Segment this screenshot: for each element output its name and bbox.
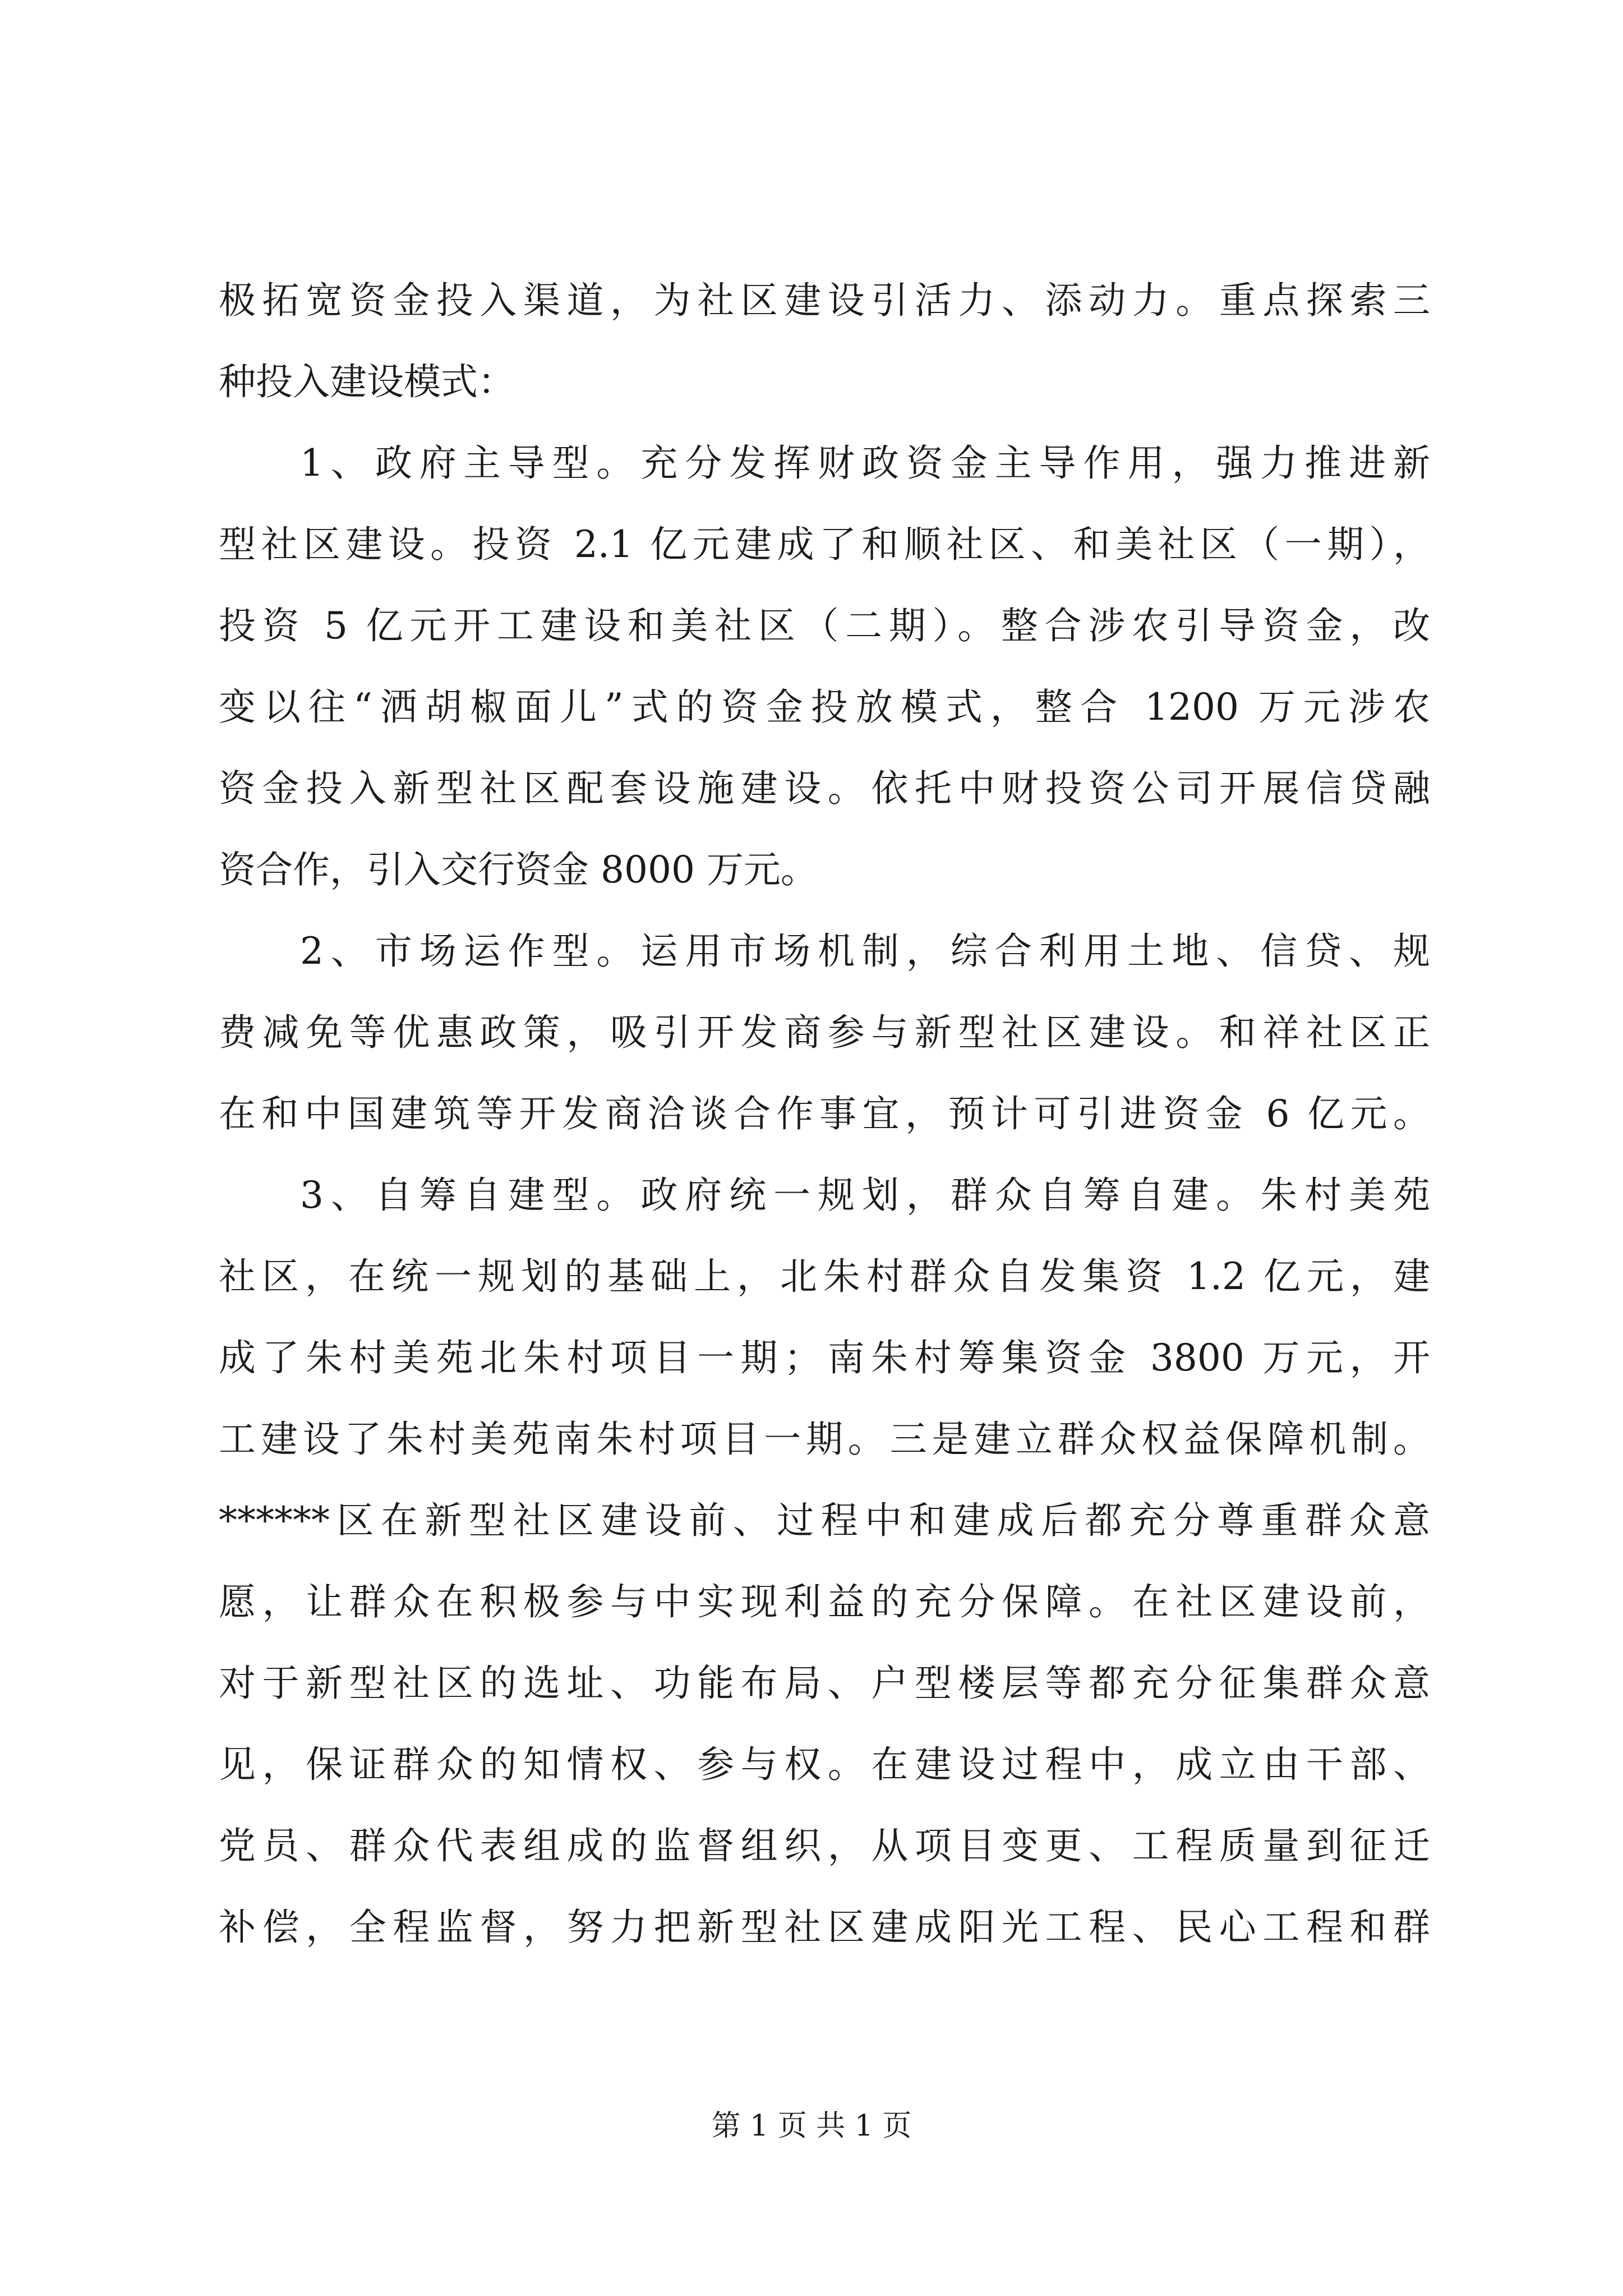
text-line: 对于新型社区的选址、功能布局、户型楼层等都充分征集群众意 <box>219 1662 1430 1705</box>
paragraph-line: 1、政府主导型。充分发挥财政资金主导作用，强力推进新 <box>300 441 1430 485</box>
text-line: 成了朱村美苑北朱村项目一期；南朱村筹集资金 3800 万元，开 <box>219 1336 1430 1379</box>
text-line: 资金投入新型社区配套设施建设。依托中财投资公司开展信贷融 <box>219 767 1430 810</box>
paragraph-line: 3、自筹自建型。政府统一规划，群众自筹自建。朱村美苑 <box>300 1174 1430 1217</box>
text-line: 见，保证群众的知情权、参与权。在建设过程中，成立由干部、 <box>219 1743 1430 1786</box>
text-line: 补偿，全程监督，努力把新型社区建成阳光工程、民心工程和群 <box>219 1906 1430 1949</box>
text-line: 在和中国建筑等开发商洽谈合作事宜，预计可引进资金 6 亿元。 <box>219 1092 1430 1135</box>
document-body <box>219 260 1430 1968</box>
text-line: 型社区建设。投资 2.1 亿元建成了和顺社区、和美社区（一期）， <box>219 523 1430 566</box>
text-line: 极拓宽资金投入渠道，为社区建设引活力、添动力。重点探索三 <box>219 279 1430 322</box>
text-line: 变以往“洒胡椒面儿”式的资金投放模式，整合 1200 万元涉农 <box>219 685 1430 729</box>
text-line: 资合作，引入交行资金 8000 万元。 <box>219 848 818 891</box>
text-line: 投资 5 亿元开工建设和美社区（二期）。整合涉农引导资金，改 <box>219 604 1430 647</box>
text-line: 种投入建设模式： <box>219 360 515 403</box>
paragraph-line: 2、市场运作型。运用市场机制，综合利用土地、信贷、规 <box>300 930 1430 973</box>
text-line: ******区在新型社区建设前、过程中和建成后都充分尊重群众意 <box>219 1499 1430 1542</box>
text-line: 社区，在统一规划的基础上，北朱村群众自发集资 1.2 亿元，建 <box>219 1255 1430 1298</box>
text-line: 工建设了朱村美苑南朱村项目一期。三是建立群众权益保障机制。 <box>219 1418 1430 1461</box>
page-number-footer: 第 1 页 共 1 页 <box>711 2109 912 2143</box>
text-line: 愿，让群众在积极参与中实现利益的充分保障。在社区建设前， <box>219 1580 1430 1623</box>
text-line: 党员、群众代表组成的监督组织，从项目变更、工程质量到征迁 <box>219 1824 1430 1867</box>
text-line: 费减免等优惠政策，吸引开发商参与新型社区建设。和祥社区正 <box>219 1011 1430 1054</box>
